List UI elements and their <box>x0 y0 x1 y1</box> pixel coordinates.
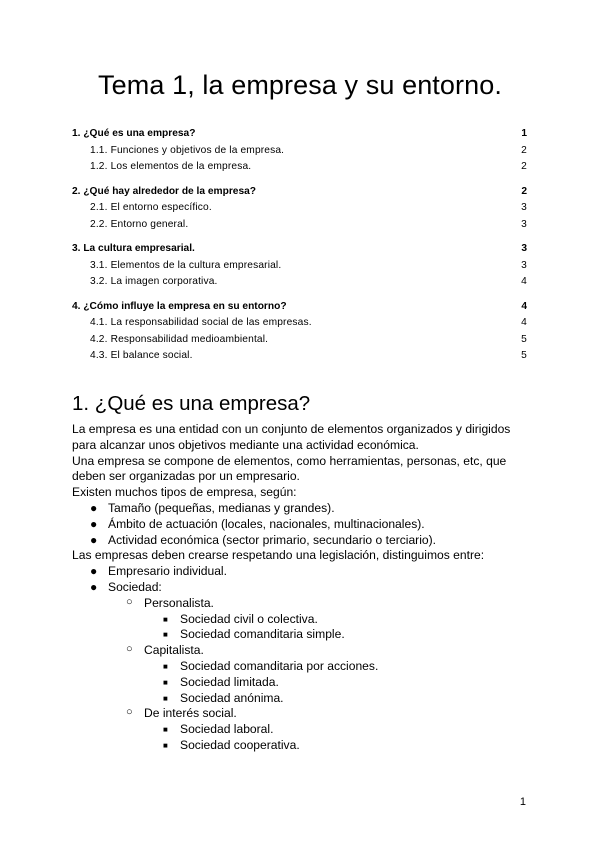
toc-page: 2 <box>521 161 527 172</box>
toc-label: 3. La cultura empresarial. <box>72 243 195 254</box>
toc-entry[interactable] <box>72 184 527 201</box>
bullet-icon: ● <box>90 532 98 547</box>
square-bullet-icon: ■ <box>163 677 168 687</box>
toc-page: 1 <box>521 128 527 139</box>
bullet-icon: ● <box>90 516 98 531</box>
circle-bullet-icon: ○ <box>126 595 133 608</box>
toc-page: 3 <box>521 218 527 230</box>
list-item-text: Capitalista. <box>144 643 204 658</box>
list-item <box>144 659 532 675</box>
list-item-text: Tamaño (pequeñas, medianas y grandes). <box>108 500 335 515</box>
list-item-text: Empresario individual. <box>108 564 227 579</box>
list-item <box>144 691 532 707</box>
toc-page: 4 <box>521 300 527 312</box>
toc-subentry[interactable] <box>72 143 527 160</box>
section-heading: 1. ¿Qué es una empresa? <box>72 392 311 415</box>
list-item <box>144 738 532 754</box>
list-item-text: Ámbito de actuación (locales, nacionales, multinacionales). <box>108 516 425 531</box>
toc-entry[interactable] <box>72 241 527 258</box>
bullet-icon: ● <box>90 564 98 579</box>
paragraph: Las empresas deben crearse respetando una legislación, distinguimos entre: <box>72 548 485 563</box>
toc-entry[interactable] <box>72 126 527 143</box>
list-item-text: De interés social. <box>144 706 237 721</box>
list-item <box>72 501 532 517</box>
sociedad-sublist <box>108 596 532 754</box>
list-item <box>72 580 532 754</box>
toc-label: 4.1. La responsabilidad social de las empresas. <box>90 317 312 328</box>
list-item <box>108 596 532 643</box>
toc-label: 1. ¿Qué es una empresa? <box>72 128 196 139</box>
list-item-text: Actividad económica (sector primario, secundario o terciario). <box>108 532 437 547</box>
toc-subentry[interactable] <box>72 332 527 349</box>
toc-label: 2. ¿Qué hay alrededor de la empresa? <box>72 185 257 197</box>
toc-page: 2 <box>521 144 527 156</box>
legal-forms-list <box>72 564 532 754</box>
list-item <box>144 675 532 691</box>
toc-label: 1.1. Funciones y objetivos de la empresa. <box>90 144 285 156</box>
section-body <box>72 422 532 754</box>
bullet-icon: ● <box>90 579 98 594</box>
toc-label: 4.3. El balance social. <box>90 350 193 361</box>
toc-page: 4 <box>521 317 527 328</box>
toc-page: 4 <box>521 276 527 287</box>
list-item-text: Sociedad comanditaria simple. <box>180 627 345 642</box>
toc-page: 3 <box>521 259 527 271</box>
list-item-text: Sociedad civil o colectiva. <box>180 611 318 626</box>
paragraph: La empresa es una entidad con un conjunto de elementos organizados y dirigidos para alcanzar unos objetivos mediante una actividad económica. <box>72 422 511 452</box>
list-item <box>144 722 532 738</box>
list-item-text: Sociedad: <box>108 579 162 594</box>
company-types-list <box>72 501 532 548</box>
bullet-icon: ● <box>90 500 98 515</box>
square-bullet-icon: ■ <box>163 693 168 703</box>
circle-bullet-icon: ○ <box>126 706 133 719</box>
list-item <box>72 533 532 549</box>
toc-entry[interactable] <box>72 299 527 316</box>
toc-group <box>72 126 527 176</box>
page-number: 1 <box>519 796 526 808</box>
interes-social-sublist <box>144 722 532 754</box>
toc-subentry[interactable] <box>72 159 527 176</box>
toc-page: 3 <box>521 202 527 213</box>
square-bullet-icon: ■ <box>163 740 168 750</box>
list-item-text: Sociedad comanditaria por acciones. <box>180 658 379 673</box>
square-bullet-icon: ■ <box>163 661 168 671</box>
list-item <box>72 564 532 580</box>
list-item-text: Sociedad limitada. <box>180 674 279 689</box>
toc-subentry[interactable] <box>72 315 527 332</box>
document-title: Tema 1, la empresa y su entorno. <box>98 70 502 100</box>
table-of-contents <box>72 126 527 373</box>
toc-label: 3.2. La imagen corporativa. <box>90 276 218 287</box>
toc-group <box>72 299 527 365</box>
list-item-text: Personalista. <box>144 595 214 610</box>
square-bullet-icon: ■ <box>163 614 168 624</box>
list-item-text: Sociedad cooperativa. <box>180 737 300 752</box>
toc-page: 5 <box>521 333 527 345</box>
list-item <box>108 643 532 706</box>
toc-page: 5 <box>521 350 527 361</box>
toc-label: 3.1. Elementos de la cultura empresarial. <box>90 259 282 271</box>
toc-group <box>72 184 527 234</box>
capitalista-sublist <box>144 659 532 706</box>
toc-subentry[interactable] <box>72 274 527 291</box>
toc-page: 3 <box>521 243 527 254</box>
list-item <box>144 627 532 643</box>
square-bullet-icon: ■ <box>163 725 168 735</box>
list-item <box>72 517 532 533</box>
toc-subentry[interactable] <box>72 258 527 275</box>
personalista-sublist <box>144 612 532 644</box>
toc-group <box>72 241 527 291</box>
square-bullet-icon: ■ <box>163 630 168 640</box>
list-item-text: Sociedad anónima. <box>180 690 284 705</box>
toc-subentry[interactable] <box>72 348 527 365</box>
toc-label: 2.1. El entorno específico. <box>90 202 212 213</box>
circle-bullet-icon: ○ <box>126 643 133 656</box>
paragraph: Existen muchos tipos de empresa, según: <box>72 485 297 500</box>
paragraph: Una empresa se compone de elementos, como herramientas, personas, etc, que deben ser organizadas por un empresario. <box>72 453 507 484</box>
toc-label: 4.2. Responsabilidad medioambiental. <box>90 333 269 345</box>
toc-label: 2.2. Entorno general. <box>90 218 189 230</box>
toc-label: 1.2. Los elementos de la empresa. <box>90 161 252 172</box>
toc-label: 4. ¿Cómo influye la empresa en su entorno? <box>72 300 287 312</box>
list-item-text: Sociedad laboral. <box>180 722 274 737</box>
list-item <box>108 706 532 753</box>
toc-page: 2 <box>521 185 527 197</box>
toc-subentry[interactable] <box>72 200 527 217</box>
list-item <box>144 612 532 628</box>
toc-subentry[interactable] <box>72 217 527 234</box>
